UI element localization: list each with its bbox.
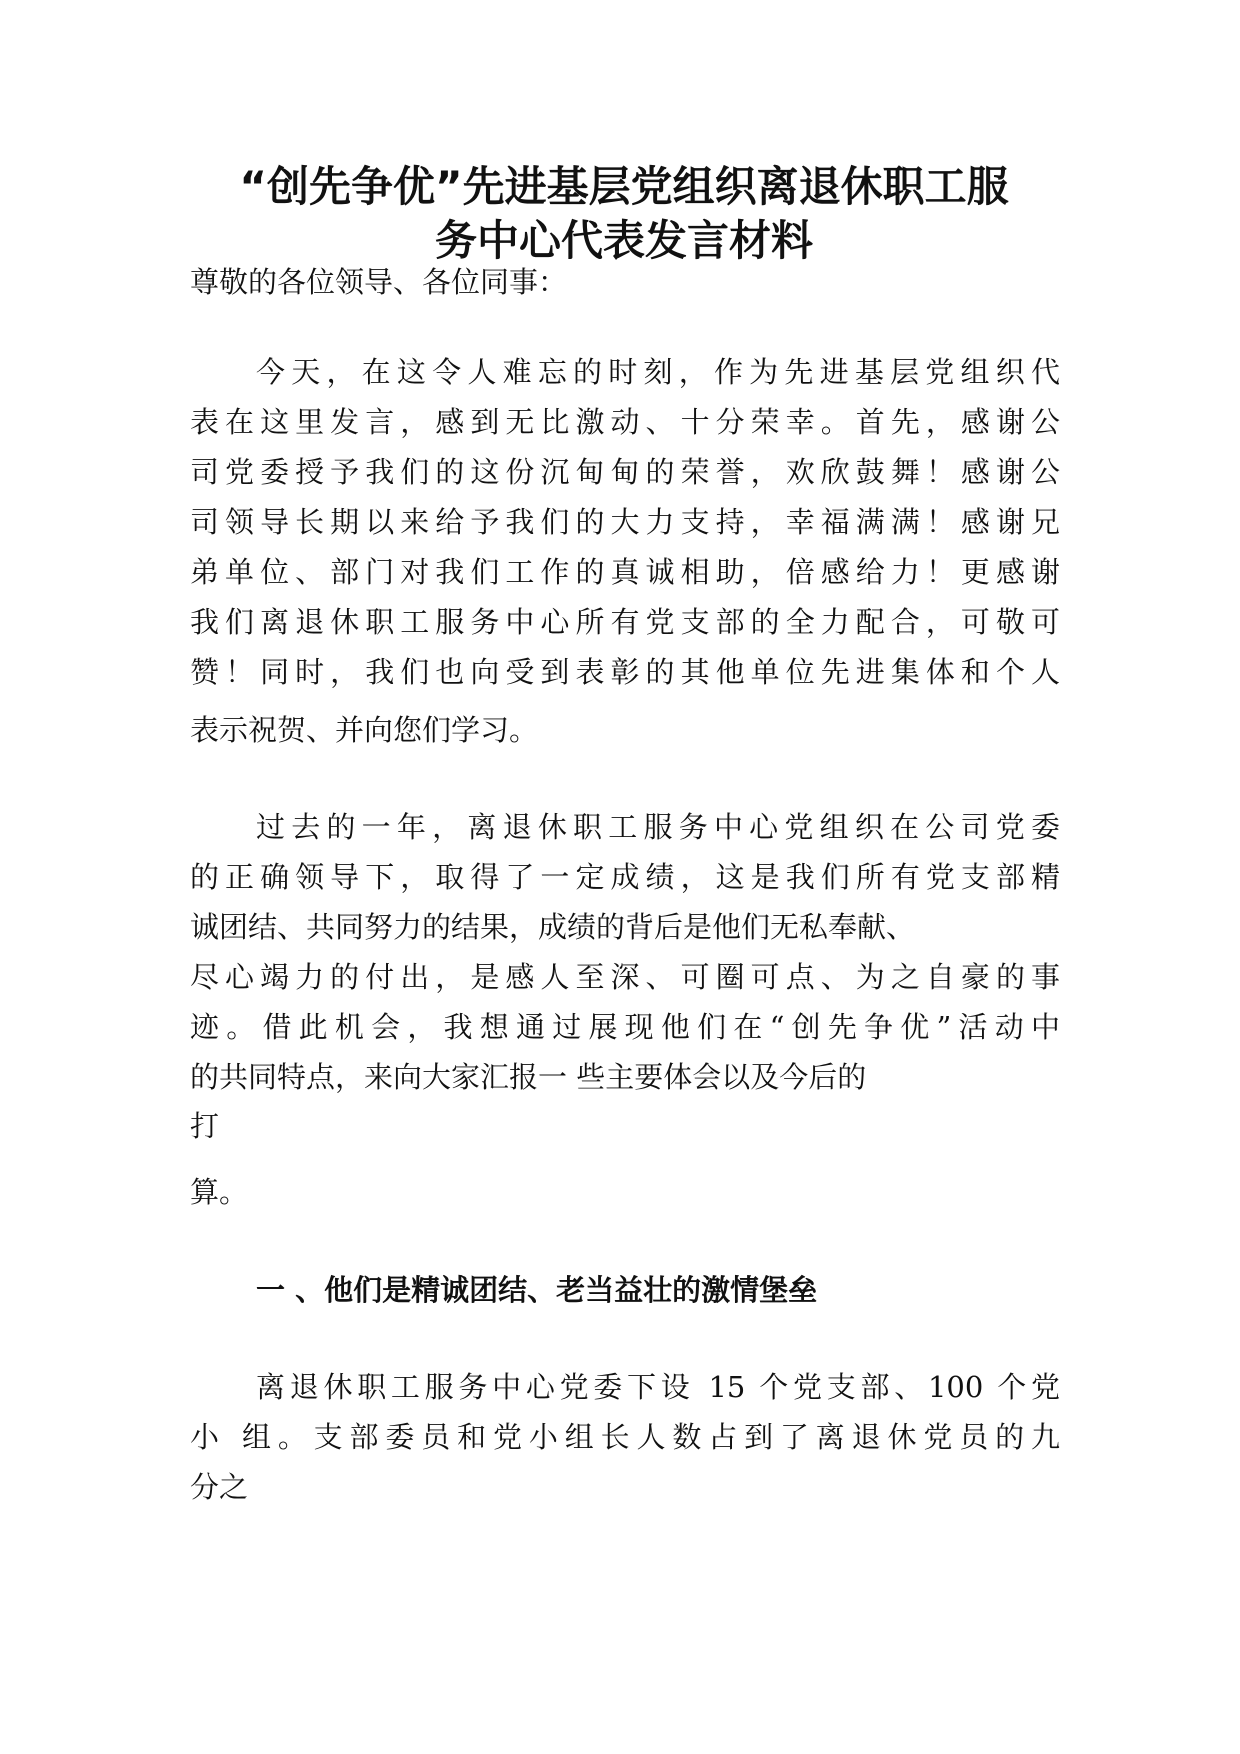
document-title-line-1: “创先争优”先进基层党组织离退休职工服 bbox=[239, 162, 1009, 211]
salutation: 尊敬的各位领导、各位同事： bbox=[190, 265, 568, 299]
paragraph-3-line-3: 分之 bbox=[190, 1470, 249, 1504]
paragraph-2-line-1: 过去的一年，离退休职工服务中心党组织在公司党委 bbox=[256, 810, 1060, 844]
paragraph-1-line-3: 司党委授予我们的这份沉甸甸的荣誉，欢欣鼓舞！感谢公 bbox=[190, 455, 1060, 489]
paragraph-3-line-2: 小 组。支部委员和党小组长人数占到了离退休党员的九 bbox=[190, 1420, 1060, 1454]
paragraph-1-line-1: 今天，在这令人难忘的时刻，作为先进基层党组织代 bbox=[256, 355, 1060, 389]
paragraph-2-line-6: 的共同特点，来向大家汇报一 些主要体会以及今后的 bbox=[190, 1060, 867, 1094]
section-1-heading: 一 、他们是精诚团结、老当益壮的激情堡垒 bbox=[256, 1273, 818, 1307]
paragraph-2-line-5: 迹。借此机会，我想通过展现他们在“创先争优”活动中 bbox=[190, 1010, 1060, 1044]
paragraph-1-line-5: 弟单位、部门对我们工作的真诚相助，倍感给力！更感谢 bbox=[190, 555, 1060, 589]
paragraph-2-line-2: 的正确领导下，取得了一定成绩，这是我们所有党支部精 bbox=[190, 860, 1060, 894]
paragraph-1-line-6: 我们离退休职工服务中心所有党支部的全力配合，可敬可 bbox=[190, 605, 1060, 639]
paragraph-3-line-1: 离退休职工服务中心党委下设 15 个党支部、100 个党 bbox=[256, 1370, 1060, 1404]
paragraph-2-line-3: 诚团结、共同努力的结果，成绩的背后是他们无私奉献、 bbox=[190, 910, 916, 944]
paragraph-2-line-8: 算。 bbox=[190, 1175, 249, 1209]
paragraph-1-line-8: 表示祝贺、并向您们学习。 bbox=[190, 713, 539, 747]
document-title-line-2: 务中心代表发言材料 bbox=[434, 216, 813, 265]
paragraph-1-line-2: 表在这里发言，感到无比激动、十分荣幸。首先，感谢公 bbox=[190, 405, 1060, 439]
paragraph-2-line-4: 尽心竭力的付出，是感人至深、可圈可点、为之自豪的事 bbox=[190, 960, 1060, 994]
paragraph-2-line-7: 打 bbox=[190, 1109, 220, 1143]
paragraph-1-line-4: 司领导长期以来给予我们的大力支持，幸福满满！感谢兄 bbox=[190, 505, 1060, 539]
paragraph-1-line-7: 赞！同时，我们也向受到表彰的其他单位先进集体和个人 bbox=[190, 655, 1060, 689]
